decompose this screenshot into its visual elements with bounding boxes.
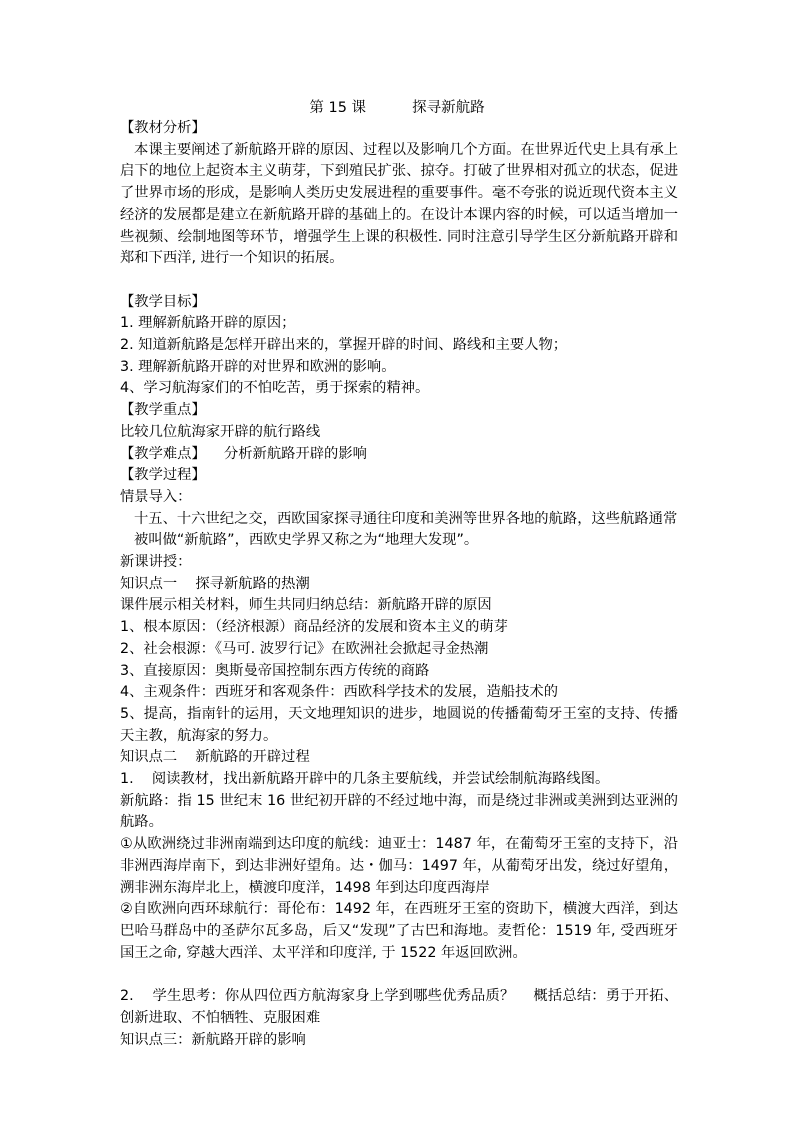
spacer bbox=[120, 964, 678, 986]
lesson-content bbox=[120, 118, 678, 1051]
spacer bbox=[120, 270, 678, 292]
intro-paragraph: 十五、十六世纪之交，西欧国家探寻通往印度和美洲等世界各地的航路，这些航路通常被叫做“新航路”，西欧史学界又称之为“地理大发现”。 bbox=[134, 510, 678, 549]
goal-item: 2. 知道新航路是怎样开辟出来的，掌握开辟的时间、路线和主要人物； bbox=[120, 337, 568, 354]
goal-item: 1. 理解新航路开辟的原因； bbox=[120, 315, 296, 332]
knowledge-point-1-intro: 课件展示相关材料，师生共同归纳总结：新航路开辟的原因 bbox=[120, 597, 492, 614]
analysis-paragraph: 本课主要阐述了新航路开辟的原因、过程以及影响几个方面。在世界近代史上具有承上启下的地位上起资本主义萌芽，下到殖民扩张、掠夺。打破了世界相对孤立的状态，促进了世界市场的形成，是影响人类历史发展进程的重要事件。毫不夸张的说近现代资本主义经济的发展都是建立在新航路开辟的基础上的。在设计本课内容的时候，可以适当增加一些视频、绘制地图等环节，增强学生上课的积极性. 同时注意引导学生区分新航路开辟和郑和下西洋, 进行一个知识的拓展。 bbox=[120, 141, 678, 267]
process-heading: 【教学过程】 bbox=[120, 467, 206, 484]
reason-item: 3、直接原因：奥斯曼帝国控制东西方传统的商路 bbox=[120, 662, 430, 679]
route-2-description: ②自欧洲向西环球航行：哥伦布：1492 年，在西班牙王室的资助下，横渡大西洋，到达巴哈马群岛中的圣萨尔瓦多岛，后又“发现”了古巴和海地。麦哲伦：1519 年, 受西班牙国王之命, 穿越大西洋、太平洋和印度洋, 于 1522 年返回欧洲。 bbox=[120, 901, 678, 961]
reason-item: 5、提高，指南针的运用，天文地理知识的进步，地圆说的传播葡萄牙王室的支持、传播天主教，航海家的努力。 bbox=[120, 705, 678, 744]
student-thinking: 2. 学生思考：你从四位西方航海家身上学到哪些优秀品质？ 概括总结：勇于开拓、创新进取、不怕牺牲、克服困难 bbox=[120, 988, 678, 1026]
goal-item: 4、学习航海家们的不怕吃苦，勇于探索的精神。 bbox=[120, 380, 430, 397]
reason-item: 2、社会根源：《马可. 波罗行记》在欧洲社会掀起寻金热潮 bbox=[120, 640, 489, 657]
new-route-definition: 新航路：指 15 世纪末 16 世纪初开辟的不经过地中海，而是绕过非洲或美洲到达亚洲的航路。 bbox=[120, 792, 678, 831]
knowledge-point-3-title: 知识点三：新航路开辟的影响 bbox=[120, 1031, 306, 1048]
reason-item: 4、主观条件：西班牙和客观条件：西欧科学技术的发展，造船技术的 bbox=[120, 684, 558, 701]
route-1-description: ①从欧洲绕过非洲南端到达印度的航线：迪亚士：1487 年，在葡萄牙王室的支持下，沿非洲西海岸南下，到达非洲好望角。达・伽马：1497 年，从葡萄牙出发，绕过好望角，溯非洲东海岸北上，横渡印度洋，1498 年到达印度西海岸 bbox=[120, 836, 678, 896]
reason-item: 1、根本原因：（经济根源）商品经济的发展和资本主义的萌芽 bbox=[120, 619, 508, 636]
analysis-heading: 【教材分析】 bbox=[120, 120, 206, 136]
lesson-title: 第 15 课 探寻新航路 bbox=[309, 100, 485, 116]
intro-label: 情景导入： bbox=[120, 488, 192, 505]
knowledge-point-1-title: 知识点一 探寻新航路的热潮 bbox=[120, 575, 310, 592]
goal-item: 3. 理解新航路开辟的对世界和欧洲的影响。 bbox=[120, 358, 396, 375]
key-text: 比较几位航海家开辟的航行路线 bbox=[120, 423, 321, 440]
knowledge-point-2-title: 知识点二 新航路的开辟过程 bbox=[120, 749, 310, 766]
key-heading: 【教学重点】 bbox=[120, 402, 206, 419]
new-lesson-label: 新课讲授： bbox=[120, 554, 192, 571]
difficulty-line: 【教学难点】 分析新航路开辟的影响 bbox=[120, 445, 367, 462]
knowledge-point-2-task: 1. 阅读教材，找出新航路开辟中的几条主要航线，并尝试绘制航海路线图。 bbox=[120, 771, 610, 788]
goals-heading: 【教学目标】 bbox=[120, 293, 206, 310]
